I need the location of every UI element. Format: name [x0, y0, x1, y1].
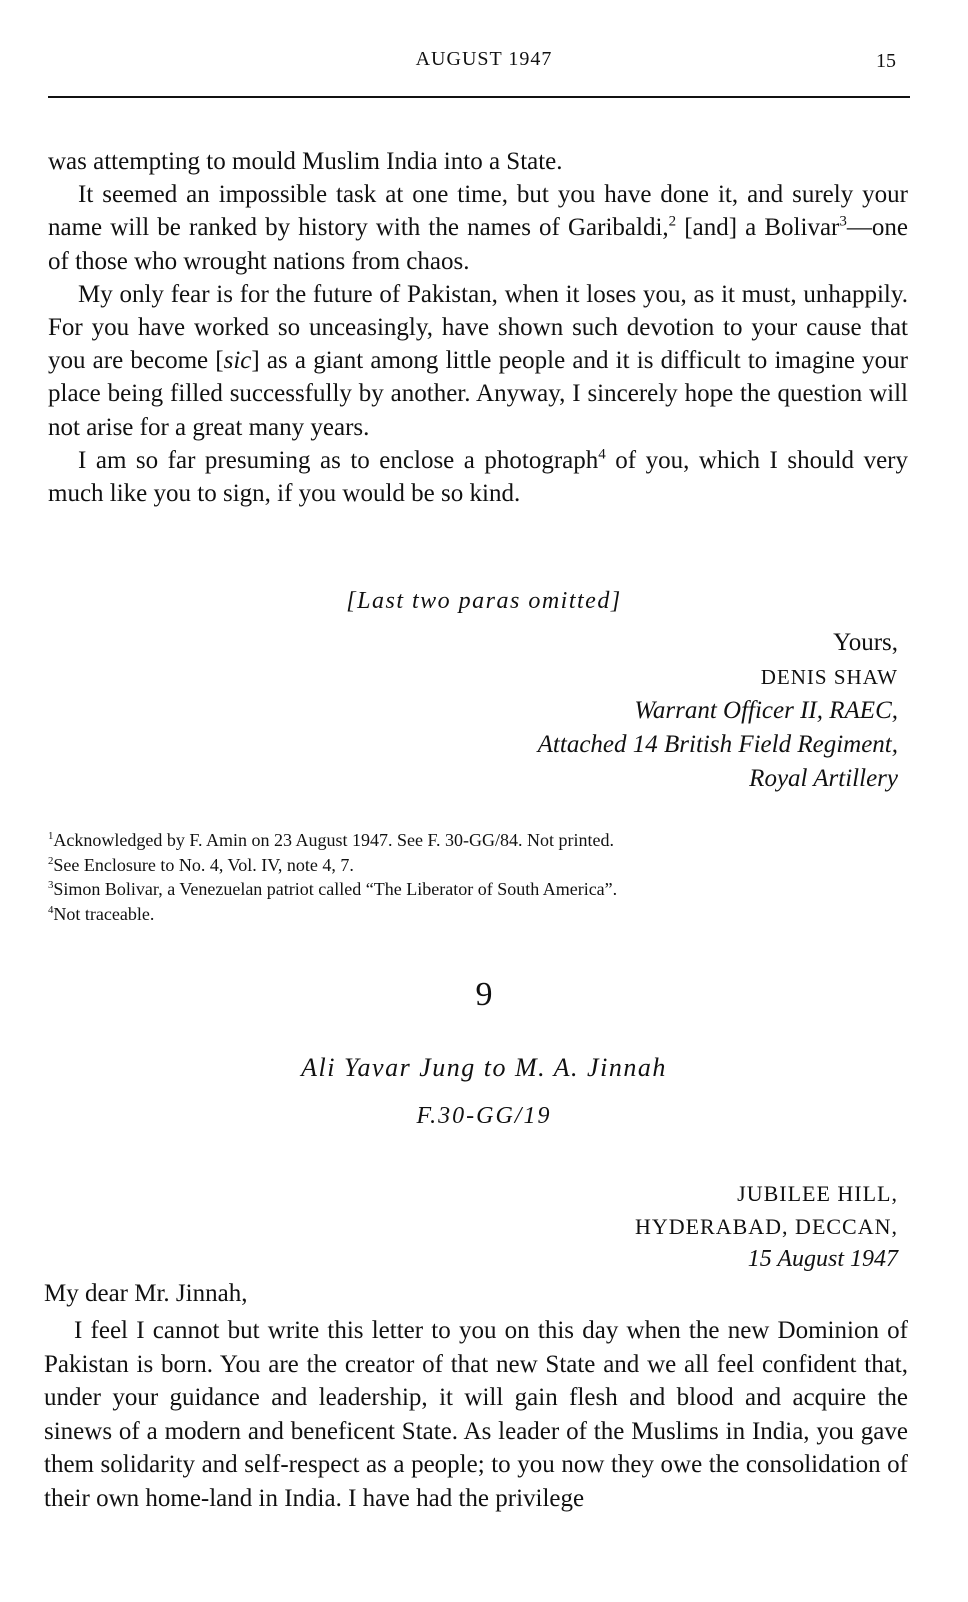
sic-note: sic [223, 347, 252, 375]
letter1-p2-text-b: [and] a Bolivar [676, 214, 840, 242]
closing-line: Yours, [833, 629, 898, 656]
footnote-text: See Enclosure to No. 4, Vol. IV, note 4, 7. [53, 854, 354, 875]
document-title: Ali Yavar Jung to M. A. Jinnah [301, 1053, 667, 1082]
letter1-p4-text-a: I am so far presuming as to enclose a photograph [78, 446, 599, 474]
signer-unit: Attached 14 British Field Regiment, [537, 731, 898, 758]
footnote-number: 2 [48, 854, 54, 867]
sender-address [635, 1177, 898, 1276]
letter1-p1-text: was attempting to mould Muslim India into a State. [48, 148, 563, 175]
letter1-p4-text-b: of you, which I should very much like you to sign, if you would be so kind. [48, 446, 908, 508]
signer-rank: Warrant Officer II, RAEC, [634, 697, 898, 724]
salutation: My dear Mr. Jinnah, [44, 1280, 248, 1307]
letter1-p2-text-c: —one of those who wrought nations from chaos. [48, 214, 908, 275]
header-rule [48, 96, 910, 98]
letter2-body [44, 1314, 908, 1516]
letter1-paragraph-3 [48, 278, 908, 444]
footnote-4 [48, 902, 908, 927]
omitted-paras-note: [Last two paras omitted] [346, 588, 622, 614]
letter1-p3-text-a: My only fear is for the future of Pakistan, when it loses you, as it must, unhappily. For you have worked so unceasingly, have shown such devotion to your cause that you are become [ [48, 280, 908, 375]
footnote-2 [48, 853, 908, 878]
footnote-1 [48, 828, 908, 853]
footnote-text: Acknowledged by F. Amin on 23 August 1947. See F. 30-GG/84. Not printed. [53, 830, 614, 850]
letter2-paragraph-1: I feel I cannot but write this letter to you on this day when the new Dominion of Pakistan is born. You are the creator of that new State and we all feel confident that, under your guidance and leadership, it will gain flesh and blood and acquire the sinews of a modern and beneficent State. As leader of the Muslims in India, you gave them solidarity and self-respect as a people; to you now they owe the consolidation of their own home-land in India. I have had the privilege [44, 1317, 908, 1512]
footnote-number: 4 [48, 903, 54, 916]
signer-name: DENIS SHAW [760, 665, 898, 689]
address-line-2: HYDERABAD, DECCAN, [634, 1214, 898, 1239]
footnote-3 [48, 877, 908, 902]
document-number: 9 [475, 976, 493, 1013]
footnotes [48, 828, 908, 926]
letter1-paragraph-1 [48, 145, 908, 178]
letter1-signature-block [538, 626, 898, 796]
letter1-p3-text-b: ] as a giant among little people and it is difficult to imagine your place being filled successfully by another. Anyway, I sincerely hope the question will not arise for a great many years. [48, 347, 909, 441]
address-line-1: JUBILEE HILL, [737, 1181, 898, 1206]
letter1-paragraph-4 [48, 444, 908, 510]
running-header-title: AUGUST 1947 [415, 48, 553, 70]
footnote-number: 3 [48, 879, 54, 891]
footnote-ref-3: 3 [839, 214, 847, 231]
footnote-ref-2: 2 [668, 214, 677, 231]
footnote-text: Simon Bolivar, a Venezuelan patriot called “The Liberator of South America”. [53, 879, 618, 899]
signer-regiment: Royal Artillery [749, 765, 898, 792]
letter1-paragraph-2 [48, 178, 908, 278]
page-number: 15 [876, 50, 896, 72]
footnote-ref-4: 4 [598, 446, 606, 463]
letter1-p2-text-a: It seemed an impossible task at one time, but you have done it, and surely your name will be ranked by history with the names of Garibaldi, [48, 181, 908, 242]
footnote-number: 1 [48, 830, 54, 842]
letter1-body [48, 145, 908, 510]
footnote-text: Not traceable. [53, 903, 155, 924]
document-reference: F.30-GG/19 [416, 1103, 552, 1129]
letter-date: 15 August 1947 [747, 1246, 898, 1272]
